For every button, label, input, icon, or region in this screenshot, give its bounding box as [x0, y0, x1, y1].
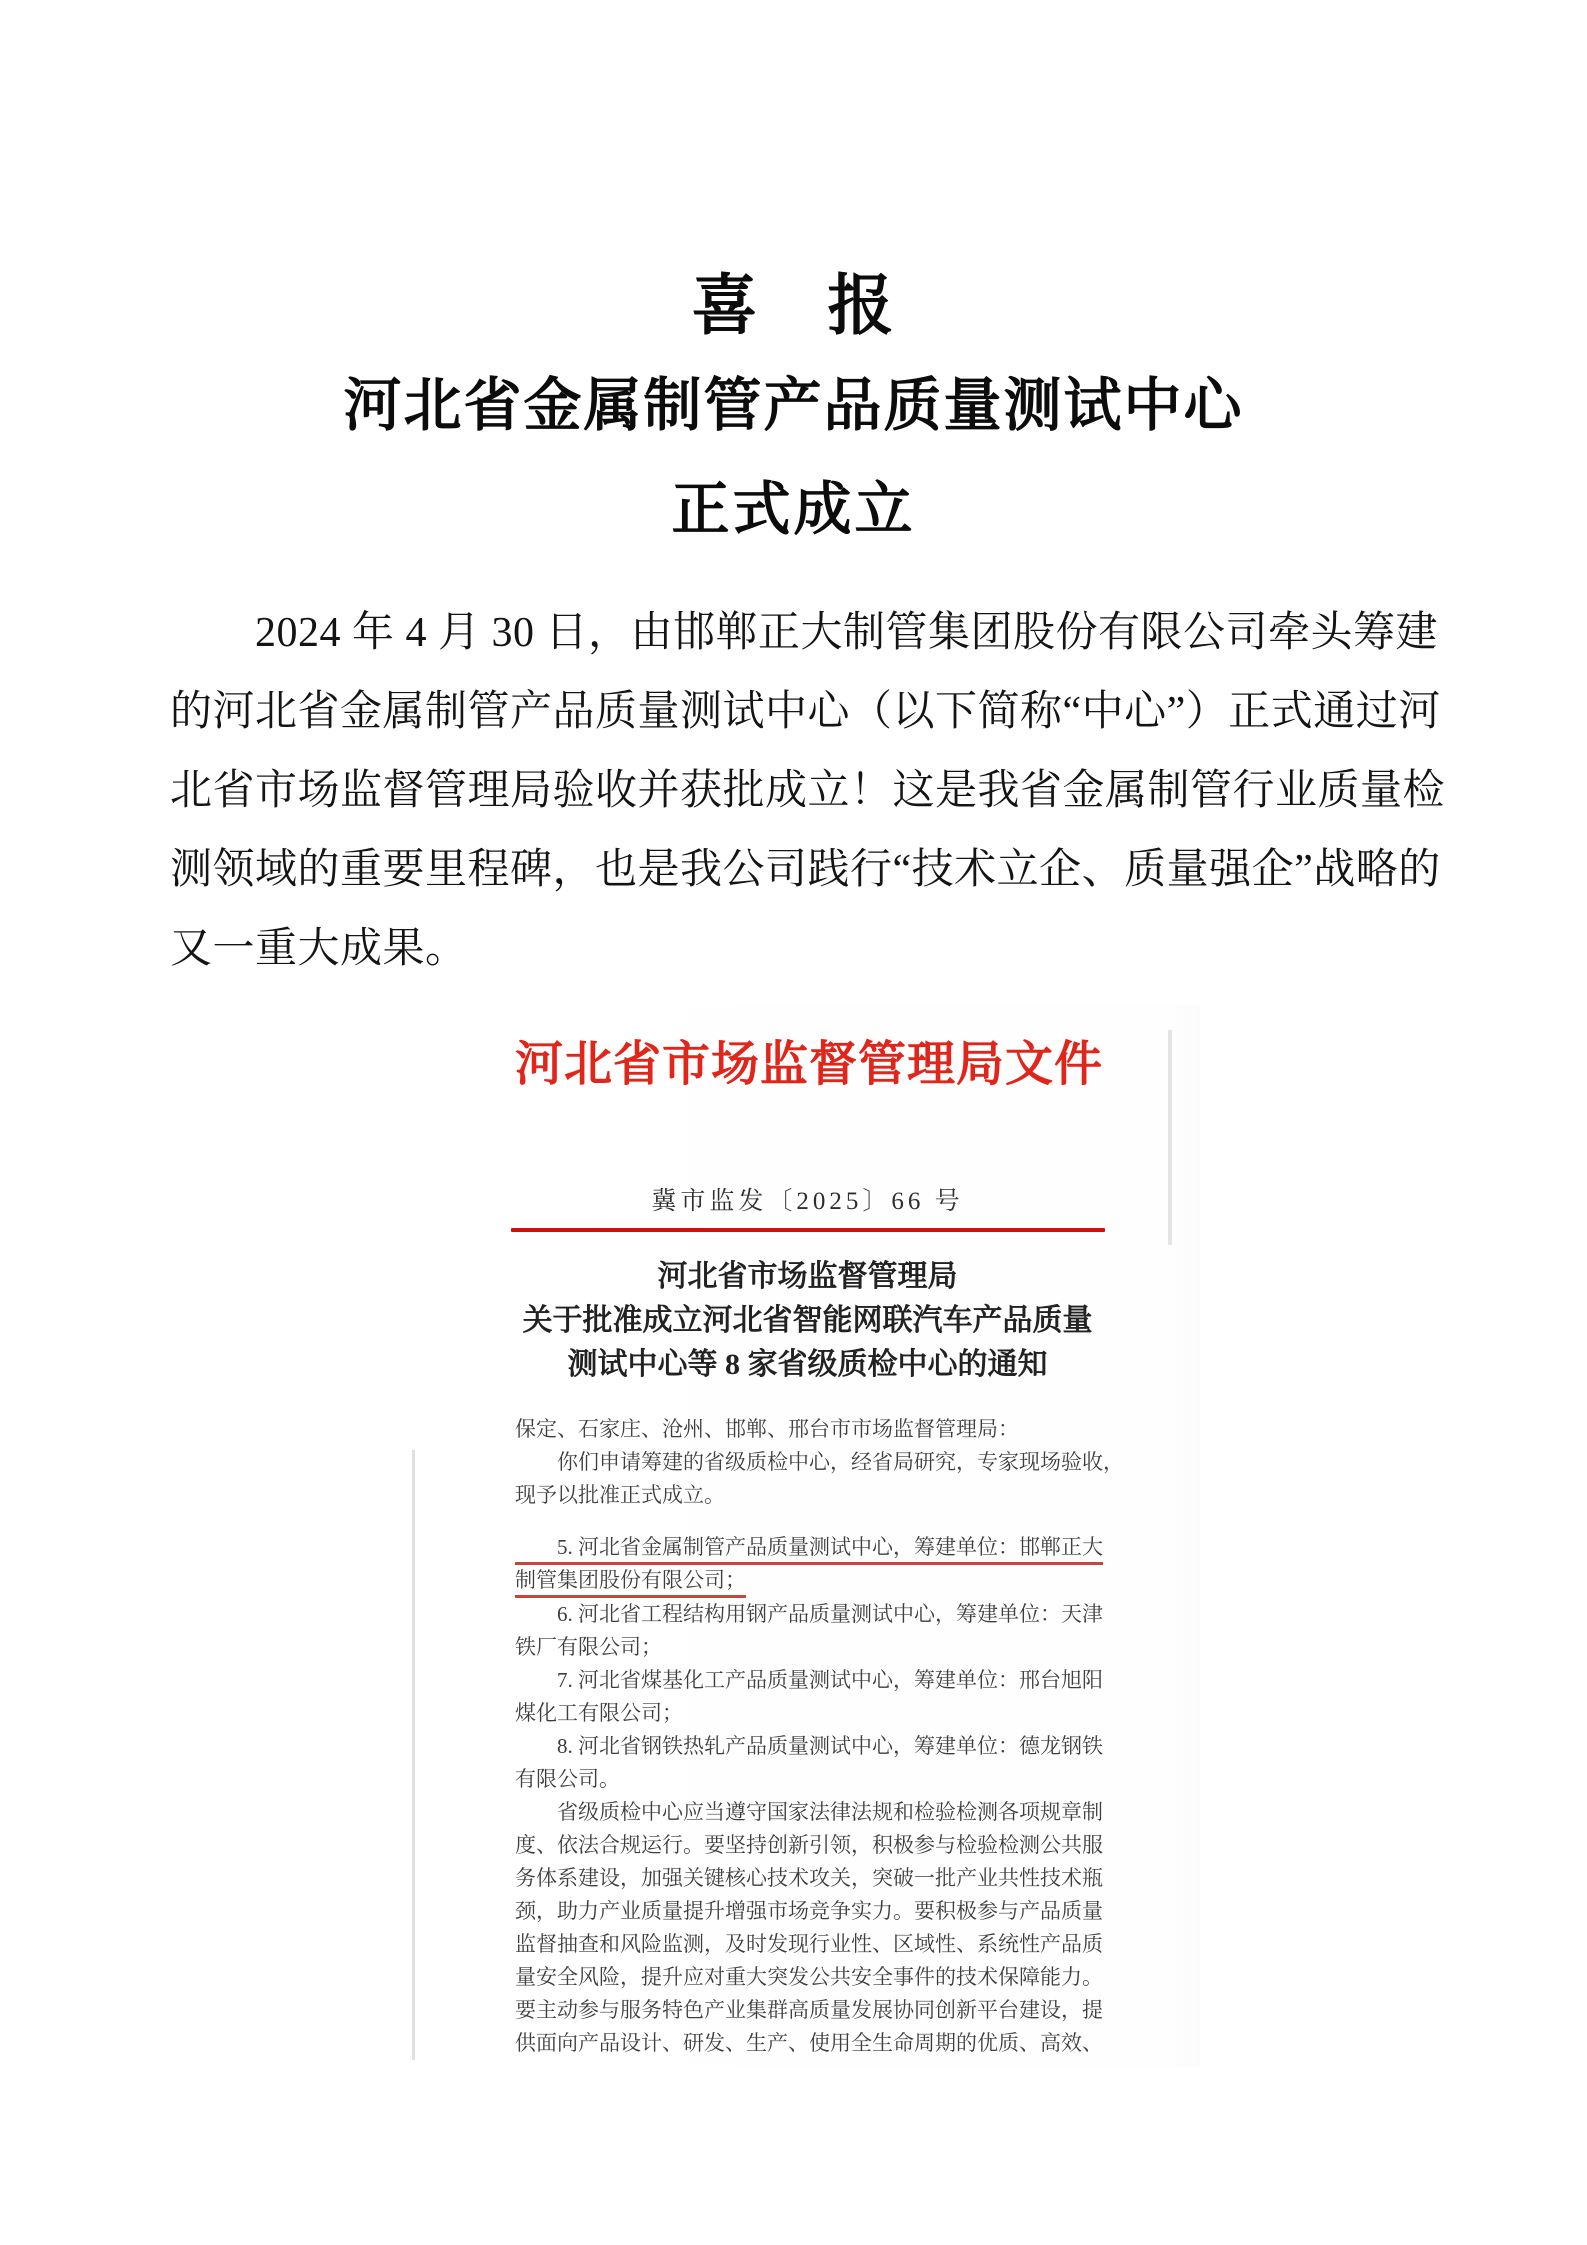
scan-body-line: 监督抽查和风险监测，及时发现行业性、区域性、系统性产品质: [515, 1932, 1103, 1956]
scan-letterhead-title: 河北省市场监督管理局文件: [515, 1038, 1104, 1091]
announcement-body-line: 测领域的重要里程碑，也是我公司践行“技术立企、质量强企”战略的: [170, 847, 1441, 893]
scan-body-line: 现予以批准正式成立。: [515, 1483, 725, 1507]
announcement-body-line: 的河北省金属制管产品质量测试中心（以下简称“中心”）正式通过河: [170, 689, 1441, 735]
scan-intro-paragraph: [515, 1413, 1124, 1512]
scan-body-line: 量安全风险，提升应对重大突发公共安全事件的技术保障能力。: [515, 1965, 1103, 1989]
scan-notice-heading-line: 测试中心等 8 家省级质检中心的通知: [567, 1348, 1048, 1381]
scan-notice-heading: [515, 1255, 1100, 1387]
scan-body-line: 7. 河北省煤基化工产品质量测试中心，筹建单位：邢台旭阳: [515, 1668, 1103, 1692]
scan-right-edge-artifact: [1168, 1030, 1172, 1245]
scan-highlighted-item-5: [515, 1532, 1103, 1598]
scan-body-line: 8. 河北省钢铁热轧产品质量测试中心，筹建单位：德龙钢铁: [515, 1734, 1103, 1758]
announcement-subtitle-line2: 正式成立: [671, 477, 916, 542]
scan-body-line: 度、依法合规运行。要坚持创新引领，积极参与检验检测公共服: [515, 1833, 1103, 1857]
scan-body-line: 颈，助力产业质量提升增强市场竞争实力。要积极参与产品质量: [515, 1899, 1103, 1923]
scan-items-and-closing: [515, 1598, 1103, 2060]
scan-red-divider-rule: [511, 1228, 1105, 1232]
announcement-subtitle: 河北省金属制管产品质量测试中心: [343, 373, 1244, 438]
scan-document-number: 冀市监发〔2025〕66 号: [651, 1188, 964, 1215]
scan-body-line: 铁厂有限公司；: [515, 1635, 662, 1659]
announcement-title: 喜 报: [691, 270, 896, 343]
scan-underlined-line: 制管集团股份有限公司；: [515, 1565, 746, 1598]
scan-notice-heading-line: 关于批准成立河北省智能网联汽车产品质量: [522, 1304, 1093, 1337]
scanned-notice-image: [390, 1005, 1200, 2067]
scan-body-line: 要主动参与服务特色产业集群高质量发展协同创新平台建设，提: [515, 1998, 1103, 2022]
scan-underlined-line: 5. 河北省金属制管产品质量测试中心，筹建单位：邯郸正大: [515, 1532, 1103, 1565]
scan-notice-heading-line: 河北省市场监督管理局: [657, 1260, 958, 1293]
scan-body-line: 有限公司。: [515, 1767, 620, 1791]
announcement-body-line: 北省市场监督管理局验收并获批成立！这是我省金属制管行业质量检: [170, 768, 1446, 814]
scan-body-line: 务体系建设，加强关键核心技术攻关，突破一批产业共性技术瓶: [515, 1866, 1103, 1890]
scan-body-line: 6. 河北省工程结构用钢产品质量测试中心，筹建单位：天津: [515, 1602, 1103, 1626]
announcement-body-paragraph: [170, 594, 1446, 989]
scan-body-line: 你们申请筹建的省级质检中心，经省局研究，专家现场验收，: [515, 1450, 1124, 1474]
scan-notice-body: [515, 1413, 1124, 2060]
scan-body-line: 保定、石家庄、沧州、邯郸、邢台市市场监督管理局：: [515, 1417, 1019, 1441]
scan-body-line: 供面向产品设计、研发、生产、使用全生命周期的优质、高效、: [515, 2031, 1103, 2055]
announcement-body-line: 2024 年 4 月 30 日，由邯郸正大制管集团股份有限公司牵头筹建: [170, 610, 1439, 656]
scan-left-edge-artifact: [412, 1450, 415, 2060]
announcement-body-line: 又一重大成果。: [170, 926, 468, 972]
scan-body-line: 省级质检中心应当遵守国家法律法规和检验检测各项规章制: [515, 1800, 1103, 1824]
scan-body-line: 煤化工有限公司；: [515, 1701, 683, 1725]
